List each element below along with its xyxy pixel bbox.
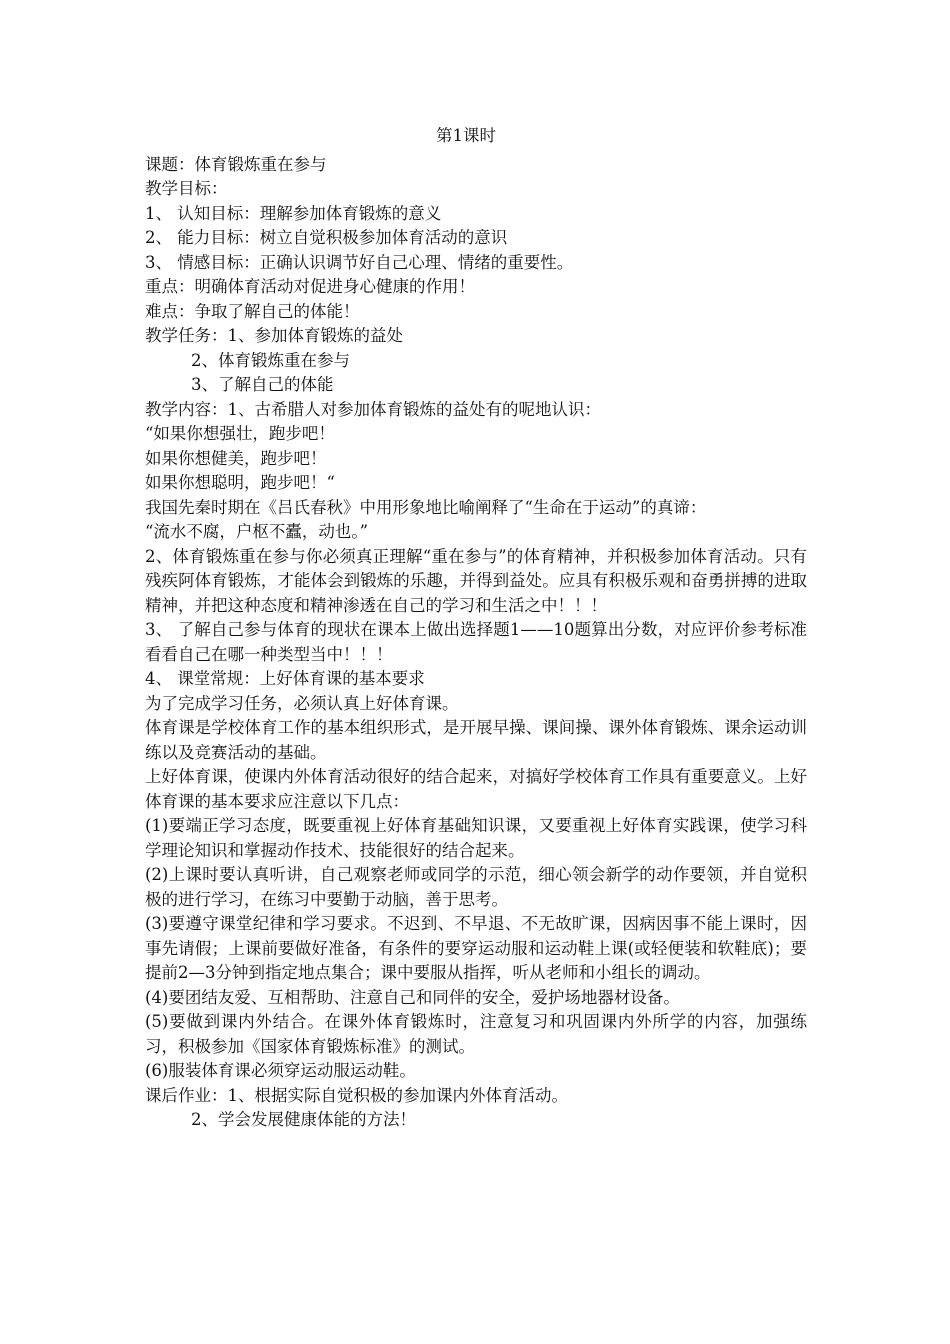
quote-line-1: “如果你想强壮，跑步吧！	[145, 424, 335, 443]
lesson-title: 第1课时	[436, 126, 496, 145]
task-1: 教学任务：1、参加体育锻炼的益处	[145, 326, 403, 345]
objective-cognitive: 1、 认知目标：理解参加体育锻炼的意义	[145, 203, 442, 223]
requirement-1: (1)要端正学习态度，既要重视上好体育基础知识课，又要重视上好体育实践课，使学习科学理论知识和掌握动作技术、技能很好的结合起来。	[145, 816, 807, 860]
task-2: 2、体育锻炼重在参与	[191, 350, 350, 370]
homework-1: 课后作业：1、根据实际自觉积极的参加课内外体育活动。	[145, 1085, 568, 1105]
quote-line-3: 如果你想聪明，跑步吧！“	[145, 473, 335, 492]
paragraph-participation: 2、体育锻炼重在参与你必须真正理解“重在参与”的体育精神，并积极参加体育活动。只有残疾阿体育锻炼，才能体会到锻炼的乐趣，并得到益处。应具有积极乐观和奋勇拼搏的进取精神，并把这种态度和精神渗透在自己的学习和生活之中！！！	[145, 546, 807, 615]
paragraph-pe-class-basis: 体育课是学校体育工作的基本组织形式，是开展早操、课间操、课外体育锻炼、课余运动训练以及竞赛活动的基础。	[145, 718, 807, 762]
class-routine-heading: 4、 课堂常规：上好体育课的基本要求	[145, 669, 425, 688]
objectives-heading: 教学目标：	[145, 179, 228, 198]
requirement-2: (2)上课时要认真听讲，自己观察老师或同学的示范，细心领会新学的动作要领，并自觉积极的进行学习，在练习中要勤于动脑，善于思考。	[145, 865, 807, 909]
lesson-topic: 课题：体育锻炼重在参与	[145, 154, 327, 174]
homework-2: 2、学会发展健康体能的方法！	[191, 1110, 416, 1129]
key-point: 重点：明确体育活动对促进身心健康的作用！	[145, 277, 475, 296]
paragraph-self-assessment: 3、 了解自己参与体育的现状在课本上做出选择题1——10题算出分数，对应评价参考标准看看自己在哪一种类型当中！！！	[145, 620, 807, 664]
document-page	[145, 124, 807, 1133]
content-heading: 教学内容：1、古希腊人对参加体育锻炼的益处有的呢地认识：	[145, 399, 601, 419]
requirement-4: (4)要团结友爱、互相帮助、注意自己和同伴的安全，爱护场地器材设备。	[145, 987, 680, 1007]
task-3: 3、了解自己的体能	[191, 375, 334, 394]
requirement-3: (3)要遵守课堂纪律和学习要求。不迟到、不早退、不无故旷课，因病因事不能上课时，因事先请假；上课前要做好准备，有条件的要穿运动服和运动鞋上课(或轻便装和软鞋底)；要提前2—3分钟到指定地点集合；课中要服从指挥，听从老师和小组长的调动。	[145, 914, 807, 982]
difficult-point: 难点：争取了解自己的体能！	[145, 301, 360, 321]
requirement-6: (6)服装体育课必须穿运动服运动鞋。	[145, 1061, 416, 1080]
paragraph-pe-class-importance: 上好体育课，使课内外体育活动很好的结合起来，对搞好学校体育工作具有重要意义。上好体育课的基本要求应注意以下几点：	[145, 767, 807, 811]
objective-emotional: 3、 情感目标：正确认识调节好自己心理、情绪的重要性。	[145, 252, 574, 272]
lushi-chunqiu-line: 我国先秦时期在《吕氏春秋》中用形象地比喻阐释了“生命在于运动”的真谛：	[145, 497, 707, 517]
objective-ability: 2、 能力目标：树立自觉积极参加体育活动的意识	[145, 228, 508, 247]
lushi-chunqiu-quote: “流水不腐，户枢不蠹，动也。”	[145, 522, 369, 541]
quote-line-2: 如果你想健美，跑步吧！	[145, 448, 327, 468]
paragraph-complete-tasks: 为了完成学习任务，必须认真上好体育课。	[145, 693, 459, 713]
requirement-5: (5)要做到课内外结合。在课外体育锻炼时，注意复习和巩固课内外所学的内容，加强练习，积极参加《国家体育锻炼标准》的测试。	[145, 1012, 807, 1056]
